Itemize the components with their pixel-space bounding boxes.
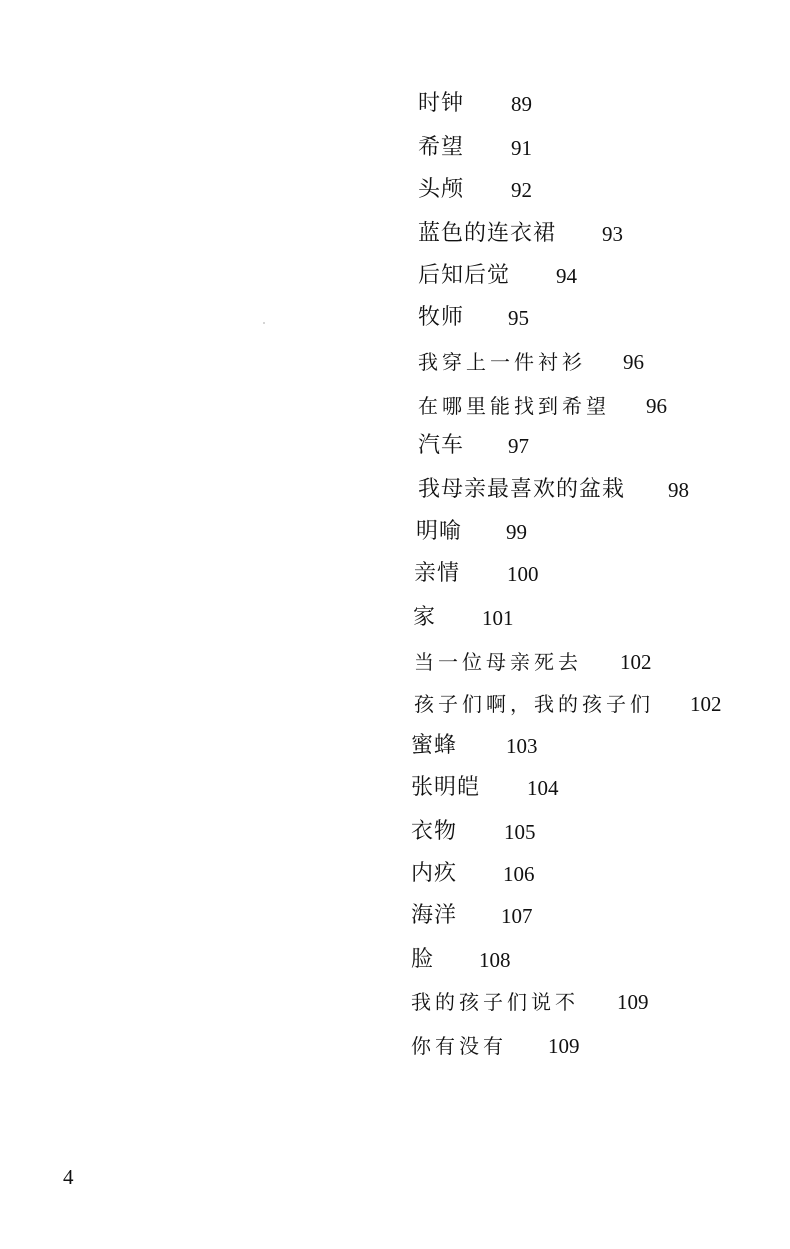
toc-entry-title: 蜜蜂 xyxy=(411,733,458,758)
toc-entry-title: 内疚 xyxy=(411,861,458,886)
toc-entry-title: 头颅 xyxy=(418,177,465,202)
toc-entry xyxy=(411,816,536,848)
toc-entry xyxy=(413,602,514,634)
toc-entry-title: 牧师 xyxy=(418,305,465,330)
toc-entry-page: 92 xyxy=(511,178,532,202)
toc-entry-page: 109 xyxy=(617,990,649,1014)
toc-entry xyxy=(411,900,533,932)
toc-entry xyxy=(418,132,532,164)
toc-entry xyxy=(411,944,511,976)
toc-entry xyxy=(414,558,539,590)
toc-entry-page: 96 xyxy=(623,350,644,374)
toc-entry-title: 孩子们啊，我的孩子们 xyxy=(414,692,654,716)
toc-entry-page: 96 xyxy=(646,394,667,418)
page-number: 4 xyxy=(63,1165,74,1189)
toc-entry-page: 106 xyxy=(503,862,535,886)
toc-entry-title: 家 xyxy=(413,605,437,630)
toc-entry xyxy=(418,218,623,250)
toc-entry-title: 后知后觉 xyxy=(418,263,511,288)
toc-entry-title: 我母亲最喜欢的盆栽 xyxy=(418,477,626,502)
toc-entry-title: 蓝色的连衣裙 xyxy=(418,221,557,246)
toc-entry-title: 亲情 xyxy=(414,561,461,586)
toc-entry-title: 当一位母亲死去 xyxy=(414,650,582,674)
toc-entry-page: 107 xyxy=(501,904,533,928)
toc-entry xyxy=(411,730,538,762)
toc-entry xyxy=(411,858,535,890)
toc-entry-title: 我穿上一件衬衫 xyxy=(418,350,586,374)
toc-entry xyxy=(411,772,559,804)
toc-entry-page: 101 xyxy=(482,606,514,630)
toc-entry-title: 我的孩子们说不 xyxy=(411,990,579,1014)
toc-entry-title: 你有没有 xyxy=(411,1034,507,1058)
toc-entry-page: 97 xyxy=(508,434,529,458)
toc-entry-page: 100 xyxy=(507,562,539,586)
toc-entry xyxy=(418,430,529,462)
toc-entry xyxy=(418,474,689,506)
toc-entry-page: 94 xyxy=(556,264,577,288)
toc-entry-title: 海洋 xyxy=(411,903,458,928)
toc-entry xyxy=(418,390,667,422)
toc-entry-title: 希望 xyxy=(418,135,465,160)
toc-entry-title: 明喻 xyxy=(416,519,463,544)
toc-entry-page: 93 xyxy=(602,222,623,246)
toc-entry xyxy=(416,516,527,548)
toc-entry-title: 张明皑 xyxy=(411,775,481,800)
toc-entry-page: 95 xyxy=(508,306,529,330)
toc-entry xyxy=(418,260,577,292)
toc-entry-title: 汽车 xyxy=(418,433,465,458)
toc-entry-title: 时钟 xyxy=(418,91,465,116)
toc-entry-page: 91 xyxy=(511,136,532,160)
toc-entry xyxy=(418,302,529,334)
toc-entry-page: 105 xyxy=(504,820,536,844)
toc-entry xyxy=(418,346,644,378)
toc-entry-title: 衣物 xyxy=(411,819,458,844)
toc-entry xyxy=(414,688,722,720)
toc-entry-title: 在哪里能找到希望 xyxy=(418,394,610,418)
toc-entry-page: 98 xyxy=(668,478,689,502)
toc-entry xyxy=(411,1030,580,1062)
toc-entry-page: 103 xyxy=(506,734,538,758)
toc-entry-page: 109 xyxy=(548,1034,580,1058)
toc-entry xyxy=(414,646,652,678)
toc-entry-page: 104 xyxy=(527,776,559,800)
toc-entry-page: 102 xyxy=(690,692,722,716)
toc-entry-page: 99 xyxy=(506,520,527,544)
toc-entry xyxy=(411,986,649,1018)
toc-entry-title: 脸 xyxy=(411,947,435,972)
toc-entry-page: 108 xyxy=(479,948,511,972)
toc-entry-page: 102 xyxy=(620,650,652,674)
toc-entry xyxy=(418,174,532,206)
toc-entry-page: 89 xyxy=(511,92,532,116)
scan-speck xyxy=(263,322,265,324)
toc-entry xyxy=(418,88,532,120)
